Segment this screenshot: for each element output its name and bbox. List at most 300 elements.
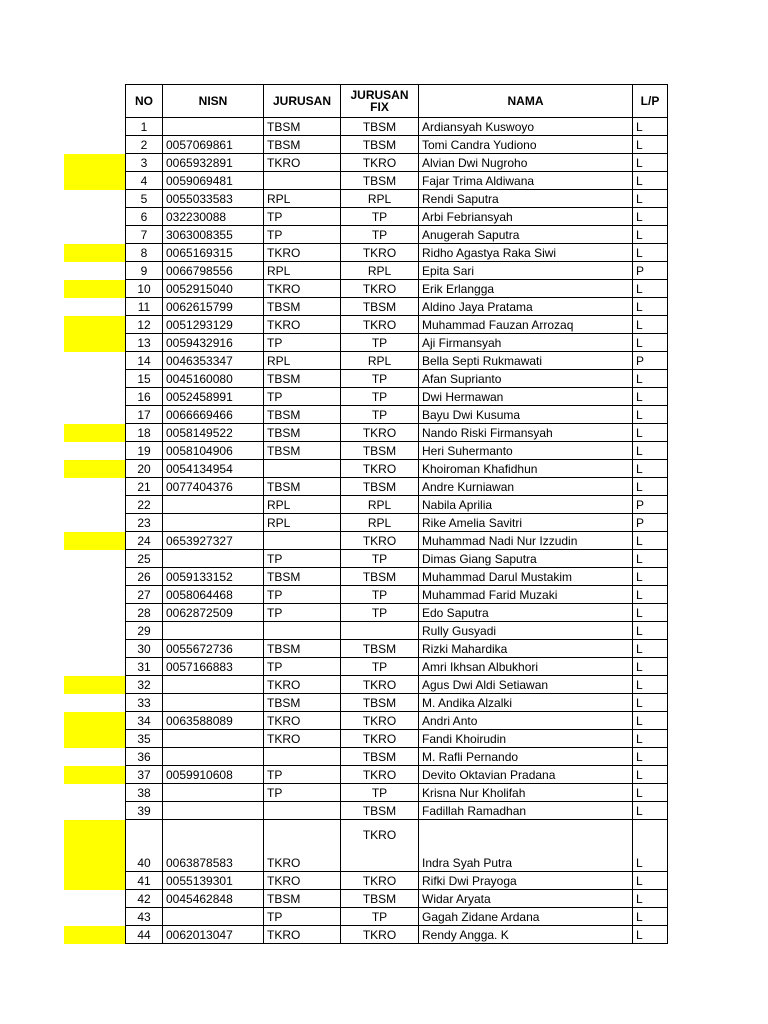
cell-nisn: 0055139301: [163, 872, 264, 890]
cell-lp: L: [633, 226, 668, 244]
row-highlight-marker: [64, 532, 125, 550]
table-row: [126, 908, 668, 926]
cell-lp: L: [633, 460, 668, 478]
row-highlight-marker: [64, 244, 125, 262]
cell-jurusan-fix: TBSM: [341, 568, 419, 586]
cell-lp: L: [633, 280, 668, 298]
cell-nama: Gagah Zidane Ardana: [419, 908, 633, 926]
table-row: [126, 406, 668, 424]
cell-nama: Afan Suprianto: [419, 370, 633, 388]
cell-nisn: 0653927327: [163, 532, 264, 550]
table-row: [126, 316, 668, 334]
cell-lp: L: [633, 370, 668, 388]
table-row: [126, 820, 668, 872]
cell-nama: Agus Dwi Aldi Setiawan: [419, 676, 633, 694]
cell-lp: L: [633, 890, 668, 908]
cell-jurusan: TKRO: [264, 154, 341, 172]
cell-jurusan-fix: TBSM: [341, 802, 419, 820]
cell-jurusan: TBSM: [264, 298, 341, 316]
cell-lp: P: [633, 352, 668, 370]
cell-nisn: 0059432916: [163, 334, 264, 352]
table-row: [126, 118, 668, 136]
cell-nama: Muhammad Farid Muzaki: [419, 586, 633, 604]
cell-jurusan: TP: [264, 388, 341, 406]
cell-jurusan-fix: TP: [341, 370, 419, 388]
cell-lp: L: [633, 730, 668, 748]
cell-jurusan-fix: TKRO: [341, 532, 419, 550]
header-no: NO: [126, 85, 163, 118]
cell-lp: P: [633, 496, 668, 514]
cell-nama: Nabila Aprilia: [419, 496, 633, 514]
cell-jurusan-fix: RPL: [341, 496, 419, 514]
cell-nisn: [163, 514, 264, 532]
cell-no: 26: [126, 568, 163, 586]
table-row: [126, 334, 668, 352]
cell-jurusan-fix: TBSM: [341, 694, 419, 712]
cell-nisn: [163, 908, 264, 926]
cell-no: 7: [126, 226, 163, 244]
cell-nisn: 0065932891: [163, 154, 264, 172]
cell-no: 37: [126, 766, 163, 784]
cell-nama: Heri Suhermanto: [419, 442, 633, 460]
cell-no: 5: [126, 190, 163, 208]
cell-nisn: 0045160080: [163, 370, 264, 388]
cell-lp: L: [633, 748, 668, 766]
cell-jurusan-fix: TKRO: [341, 460, 419, 478]
cell-nama: Rendi Saputra: [419, 190, 633, 208]
cell-lp: L: [633, 604, 668, 622]
cell-nama: Aji Firmansyah: [419, 334, 633, 352]
cell-jurusan-fix: TKRO: [341, 712, 419, 730]
table-row: [126, 352, 668, 370]
row-highlight-marker: [64, 316, 125, 334]
cell-jurusan-fix: TP: [341, 908, 419, 926]
cell-jurusan-fix: TKRO: [341, 872, 419, 890]
table-row: [126, 890, 668, 908]
cell-nama: Fandi Khoirudin: [419, 730, 633, 748]
cell-lp: L: [633, 388, 668, 406]
cell-nama: Devito Oktavian Pradana: [419, 766, 633, 784]
cell-jurusan: TKRO: [264, 820, 341, 872]
cell-nama: Bayu Dwi Kusuma: [419, 406, 633, 424]
cell-nisn: 0062615799: [163, 298, 264, 316]
table-row: [126, 172, 668, 190]
cell-nama: Ridho Agastya Raka Siwi: [419, 244, 633, 262]
cell-jurusan-fix: TP: [341, 586, 419, 604]
cell-no: 27: [126, 586, 163, 604]
cell-nisn: 0063588089: [163, 712, 264, 730]
table-row: [126, 568, 668, 586]
cell-jurusan-fix: TP: [341, 334, 419, 352]
cell-jurusan: TBSM: [264, 118, 341, 136]
cell-nisn: [163, 748, 264, 766]
cell-jurusan: RPL: [264, 514, 341, 532]
cell-nama: M. Andika Alzalki: [419, 694, 633, 712]
cell-jurusan-fix: TP: [341, 658, 419, 676]
header-nisn: NISN: [163, 85, 264, 118]
table-row: [126, 442, 668, 460]
cell-lp: L: [633, 334, 668, 352]
table-row: [126, 872, 668, 890]
cell-no: 22: [126, 496, 163, 514]
table-row: [126, 926, 668, 944]
cell-jurusan: [264, 532, 341, 550]
cell-no: 2: [126, 136, 163, 154]
cell-lp: L: [633, 872, 668, 890]
row-highlight-marker: [64, 424, 125, 442]
cell-jurusan: RPL: [264, 190, 341, 208]
cell-jurusan: TBSM: [264, 442, 341, 460]
cell-nisn: 0077404376: [163, 478, 264, 496]
cell-no: 17: [126, 406, 163, 424]
cell-jurusan: RPL: [264, 352, 341, 370]
cell-nisn: 0062013047: [163, 926, 264, 944]
cell-nisn: 0045462848: [163, 890, 264, 908]
cell-jurusan: TBSM: [264, 568, 341, 586]
cell-lp: L: [633, 406, 668, 424]
cell-no: 1: [126, 118, 163, 136]
cell-lp: L: [633, 784, 668, 802]
cell-nisn: 0059910608: [163, 766, 264, 784]
cell-jurusan: RPL: [264, 496, 341, 514]
cell-no: 41: [126, 872, 163, 890]
cell-lp: L: [633, 118, 668, 136]
cell-nisn: 0055672736: [163, 640, 264, 658]
cell-jurusan-fix: TKRO: [341, 280, 419, 298]
cell-jurusan: [264, 802, 341, 820]
cell-jurusan-fix: TKRO: [341, 676, 419, 694]
table-row: [126, 298, 668, 316]
cell-lp: L: [633, 208, 668, 226]
cell-lp: L: [633, 622, 668, 640]
cell-nama: Epita Sari: [419, 262, 633, 280]
cell-jurusan: RPL: [264, 262, 341, 280]
cell-jurusan: TBSM: [264, 370, 341, 388]
cell-nama: Widar Aryata: [419, 890, 633, 908]
cell-jurusan: TKRO: [264, 280, 341, 298]
cell-no: 23: [126, 514, 163, 532]
table-row: [126, 712, 668, 730]
cell-jurusan: TKRO: [264, 712, 341, 730]
cell-nama: Rizki Mahardika: [419, 640, 633, 658]
cell-lp: L: [633, 244, 668, 262]
cell-jurusan-fix: RPL: [341, 352, 419, 370]
cell-nisn: [163, 496, 264, 514]
cell-no: 24: [126, 532, 163, 550]
cell-no: 8: [126, 244, 163, 262]
cell-nama: Krisna Nur Kholifah: [419, 784, 633, 802]
cell-nama: Edo Saputra: [419, 604, 633, 622]
cell-lp: L: [633, 908, 668, 926]
cell-jurusan-fix: TBSM: [341, 136, 419, 154]
cell-lp: P: [633, 514, 668, 532]
cell-jurusan: TP: [264, 334, 341, 352]
cell-lp: L: [633, 316, 668, 334]
cell-lp: L: [633, 694, 668, 712]
cell-jurusan-fix: TBSM: [341, 748, 419, 766]
cell-lp: L: [633, 640, 668, 658]
cell-jurusan-fix: RPL: [341, 262, 419, 280]
cell-jurusan: TP: [264, 784, 341, 802]
row-highlight-marker: [64, 820, 125, 872]
table-row: [126, 262, 668, 280]
cell-jurusan: TBSM: [264, 694, 341, 712]
table-row: [126, 640, 668, 658]
cell-nama: Alvian Dwi Nugroho: [419, 154, 633, 172]
cell-lp: L: [633, 820, 668, 872]
cell-nisn: 0057069861: [163, 136, 264, 154]
row-highlight-marker: [64, 872, 125, 890]
cell-jurusan-fix: TKRO: [341, 424, 419, 442]
cell-lp: L: [633, 172, 668, 190]
cell-nisn: 0058064468: [163, 586, 264, 604]
cell-lp: L: [633, 298, 668, 316]
cell-no: 33: [126, 694, 163, 712]
cell-jurusan-fix: TP: [341, 406, 419, 424]
table-row: [126, 244, 668, 262]
cell-lp: L: [633, 712, 668, 730]
cell-no: 11: [126, 298, 163, 316]
cell-jurusan-fix: TP: [341, 208, 419, 226]
cell-nisn: 0058149522: [163, 424, 264, 442]
header-jurusan: JURUSAN: [264, 85, 341, 118]
cell-no: 20: [126, 460, 163, 478]
cell-jurusan-fix: RPL: [341, 190, 419, 208]
cell-nisn: 032230088: [163, 208, 264, 226]
table-row: [126, 586, 668, 604]
cell-jurusan: TP: [264, 604, 341, 622]
cell-nama: Aldino Jaya Pratama: [419, 298, 633, 316]
cell-no: 44: [126, 926, 163, 944]
cell-lp: L: [633, 136, 668, 154]
cell-jurusan-fix: RPL: [341, 514, 419, 532]
cell-nisn: 0055033583: [163, 190, 264, 208]
student-table: [125, 84, 668, 944]
cell-no: 25: [126, 550, 163, 568]
table-row: [126, 550, 668, 568]
cell-jurusan-fix: TP: [341, 604, 419, 622]
cell-nama: Nando Riski Firmansyah: [419, 424, 633, 442]
cell-lp: L: [633, 658, 668, 676]
cell-nama: Amri Ikhsan Albukhori: [419, 658, 633, 676]
header-nama: NAMA: [419, 85, 633, 118]
cell-jurusan: TP: [264, 908, 341, 926]
table-row: [126, 478, 668, 496]
cell-jurusan: TP: [264, 208, 341, 226]
row-highlight-marker: [64, 334, 125, 352]
cell-no: 30: [126, 640, 163, 658]
cell-jurusan-fix: TKRO: [341, 820, 419, 872]
cell-lp: L: [633, 442, 668, 460]
cell-nama: Fadillah Ramadhan: [419, 802, 633, 820]
cell-jurusan-fix: TP: [341, 388, 419, 406]
table-row: [126, 604, 668, 622]
row-highlight-marker: [64, 172, 125, 190]
table-row: [126, 658, 668, 676]
cell-nama: Dimas Giang Saputra: [419, 550, 633, 568]
cell-no: 9: [126, 262, 163, 280]
cell-jurusan: TBSM: [264, 890, 341, 908]
table-row: [126, 622, 668, 640]
table-row: [126, 280, 668, 298]
row-highlight-marker: [64, 676, 125, 694]
cell-nama: Muhammad Fauzan Arrozaq: [419, 316, 633, 334]
row-highlight-marker: [64, 730, 125, 748]
cell-jurusan: [264, 748, 341, 766]
cell-jurusan-fix: TP: [341, 550, 419, 568]
table-row: [126, 514, 668, 532]
cell-nama: Rully Gusyadi: [419, 622, 633, 640]
cell-no: 4: [126, 172, 163, 190]
cell-jurusan-fix: TP: [341, 226, 419, 244]
cell-jurusan-fix: TBSM: [341, 478, 419, 496]
cell-nama: Indra Syah Putra: [419, 820, 633, 872]
cell-jurusan-fix: TKRO: [341, 316, 419, 334]
cell-jurusan-fix: [341, 622, 419, 640]
cell-jurusan: TBSM: [264, 640, 341, 658]
cell-jurusan-fix: TKRO: [341, 244, 419, 262]
cell-jurusan-fix: TBSM: [341, 890, 419, 908]
cell-nisn: 0066669466: [163, 406, 264, 424]
cell-jurusan: TKRO: [264, 244, 341, 262]
cell-jurusan: TBSM: [264, 478, 341, 496]
table-row: [126, 460, 668, 478]
cell-nisn: 0063878583: [163, 820, 264, 872]
cell-no: 35: [126, 730, 163, 748]
cell-no: 15: [126, 370, 163, 388]
table-row: [126, 496, 668, 514]
cell-no: 19: [126, 442, 163, 460]
cell-no: 31: [126, 658, 163, 676]
cell-no: 14: [126, 352, 163, 370]
cell-no: 6: [126, 208, 163, 226]
cell-nama: Rifki Dwi Prayoga: [419, 872, 633, 890]
row-highlight-marker: [64, 766, 125, 784]
cell-nisn: 0065169315: [163, 244, 264, 262]
cell-lp: L: [633, 154, 668, 172]
cell-no: 32: [126, 676, 163, 694]
cell-jurusan-fix: TKRO: [341, 926, 419, 944]
cell-jurusan: TP: [264, 550, 341, 568]
cell-nisn: [163, 676, 264, 694]
cell-nisn: [163, 802, 264, 820]
cell-lp: L: [633, 676, 668, 694]
cell-no: 42: [126, 890, 163, 908]
table-row: [126, 802, 668, 820]
cell-nisn: 0046353347: [163, 352, 264, 370]
cell-lp: L: [633, 586, 668, 604]
table-row: [126, 766, 668, 784]
cell-jurusan: TP: [264, 766, 341, 784]
cell-nama: Muhammad Nadi Nur Izzudin: [419, 532, 633, 550]
cell-nisn: [163, 730, 264, 748]
cell-lp: L: [633, 568, 668, 586]
cell-jurusan: TP: [264, 586, 341, 604]
table-row: [126, 226, 668, 244]
cell-jurusan: TKRO: [264, 730, 341, 748]
cell-lp: P: [633, 262, 668, 280]
cell-jurusan: TBSM: [264, 406, 341, 424]
table-row: [126, 190, 668, 208]
cell-nama: Dwi Hermawan: [419, 388, 633, 406]
cell-jurusan-fix: TBSM: [341, 640, 419, 658]
row-highlight-marker: [64, 280, 125, 298]
cell-nama: Rike Amelia Savitri: [419, 514, 633, 532]
row-highlight-marker: [64, 460, 125, 478]
cell-nama: Andre Kurniawan: [419, 478, 633, 496]
table-row: [126, 136, 668, 154]
cell-nisn: 0054134954: [163, 460, 264, 478]
cell-nisn: 0057166883: [163, 658, 264, 676]
cell-nisn: [163, 118, 264, 136]
table-row: [126, 154, 668, 172]
table-row: [126, 694, 668, 712]
row-highlight-marker: [64, 712, 125, 730]
cell-no: 38: [126, 784, 163, 802]
cell-nama: M. Rafli Pernando: [419, 748, 633, 766]
cell-jurusan: TKRO: [264, 316, 341, 334]
header-lp: L/P: [633, 85, 668, 118]
cell-lp: L: [633, 478, 668, 496]
table-row: [126, 676, 668, 694]
cell-jurusan: TKRO: [264, 926, 341, 944]
cell-nisn: [163, 622, 264, 640]
cell-nama: Khoiroman Khafidhun: [419, 460, 633, 478]
cell-nisn: 0052915040: [163, 280, 264, 298]
table-row: [126, 388, 668, 406]
cell-lp: L: [633, 766, 668, 784]
cell-nisn: 0052458991: [163, 388, 264, 406]
cell-lp: L: [633, 190, 668, 208]
cell-jurusan: [264, 622, 341, 640]
cell-no: 36: [126, 748, 163, 766]
cell-nama: Bella Septi Rukmawati: [419, 352, 633, 370]
cell-lp: L: [633, 926, 668, 944]
cell-no: 34: [126, 712, 163, 730]
cell-no: 39: [126, 802, 163, 820]
cell-no: 40: [126, 820, 163, 872]
header-jurusan-fix-line2: FIX: [370, 100, 389, 114]
cell-nisn: [163, 550, 264, 568]
cell-nama: Arbi Febriansyah: [419, 208, 633, 226]
cell-jurusan-fix: TBSM: [341, 172, 419, 190]
cell-no: 28: [126, 604, 163, 622]
cell-no: 43: [126, 908, 163, 926]
cell-jurusan: TBSM: [264, 136, 341, 154]
table-row: [126, 208, 668, 226]
header-jurusan-fix-line1: JURUSAN: [350, 88, 409, 102]
cell-no: 12: [126, 316, 163, 334]
table-row: [126, 730, 668, 748]
cell-lp: L: [633, 532, 668, 550]
cell-jurusan-fix: TKRO: [341, 730, 419, 748]
cell-nama: Rendy Angga. K: [419, 926, 633, 944]
cell-nama: Muhammad Darul Mustakim: [419, 568, 633, 586]
cell-jurusan-fix: TBSM: [341, 298, 419, 316]
cell-nama: Anugerah Saputra: [419, 226, 633, 244]
cell-lp: L: [633, 550, 668, 568]
cell-jurusan: [264, 460, 341, 478]
cell-no: 29: [126, 622, 163, 640]
cell-nama: Erik Erlangga: [419, 280, 633, 298]
cell-nama: Andri Anto: [419, 712, 633, 730]
cell-no: 10: [126, 280, 163, 298]
cell-no: 13: [126, 334, 163, 352]
cell-nisn: 0066798556: [163, 262, 264, 280]
row-highlight-marker: [64, 154, 125, 172]
cell-jurusan-fix: TBSM: [341, 118, 419, 136]
cell-jurusan: TKRO: [264, 676, 341, 694]
